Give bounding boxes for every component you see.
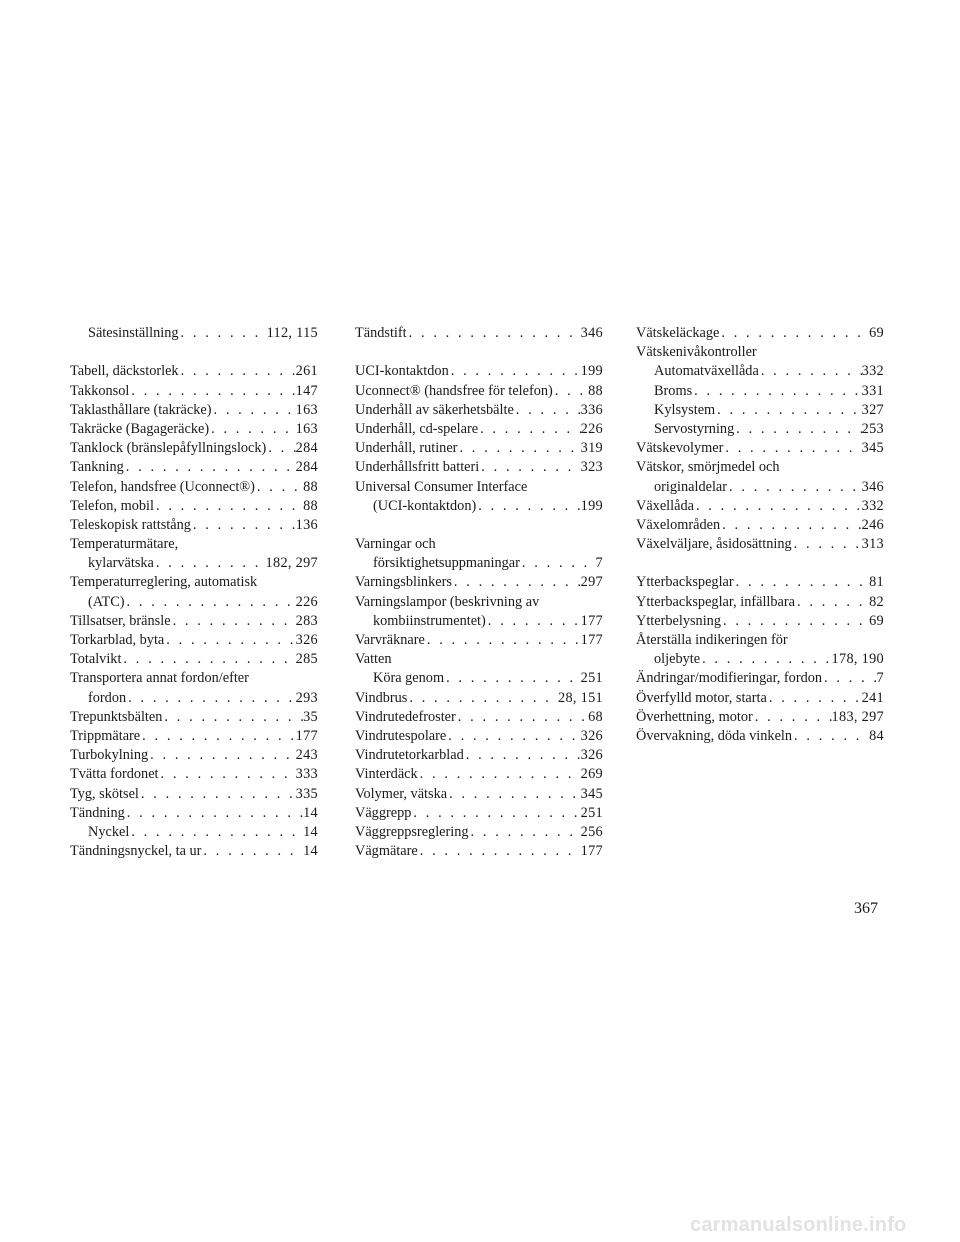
index-entry [70, 554, 318, 573]
index-entry [355, 689, 603, 708]
index-page-ref[interactable]: 84 [869, 727, 884, 744]
dot-leader [469, 823, 581, 842]
dot-leader [457, 439, 580, 458]
index-entry [636, 382, 884, 401]
index-term: Överhettning, motor [636, 708, 753, 725]
dot-leader [753, 708, 832, 727]
index-entry [355, 382, 603, 401]
index-term: Tändningsnyckel, ta ur [70, 843, 202, 860]
index-entry [70, 669, 318, 688]
index-term: (ATC) [88, 593, 125, 610]
index-term: Ytterbackspeglar [636, 574, 734, 591]
index-term: Vindrutespolare [355, 727, 447, 744]
index-page-ref[interactable]: 256 [580, 823, 603, 840]
dot-leader [411, 804, 580, 823]
index-entry [355, 842, 603, 861]
index-page-ref[interactable]: 326 [580, 727, 603, 744]
index-page-ref[interactable]: 346 [861, 478, 884, 495]
dot-leader [700, 650, 831, 669]
index-term: Takkonsol [70, 382, 130, 399]
index-term: Vätskevolymer [636, 440, 724, 457]
index-term: Tankning [70, 459, 124, 476]
index-entry [636, 343, 884, 362]
index-term: Underhållsfritt batteri [355, 459, 480, 476]
index-term: Varningsblinkers [355, 574, 452, 591]
index-term: Väggrepp [355, 804, 412, 821]
index-page-ref[interactable]: 284 [295, 440, 318, 457]
index-term: Vätskor, smörjmedel och [636, 459, 780, 476]
index-column-1 [70, 324, 318, 861]
index-entry [636, 650, 884, 669]
index-entry [70, 535, 318, 554]
index-term: Ändringar/modifieringar, fordon [636, 670, 823, 687]
index-term: fordon [88, 689, 127, 706]
index-term: Sätesinställning [88, 325, 179, 341]
index-entry [355, 612, 603, 631]
dot-leader [456, 708, 588, 727]
index-entry [355, 554, 603, 573]
index-term: Tanklock (bränslepåfyllningslock) [70, 440, 267, 457]
dot-leader [734, 420, 861, 439]
dot-leader [721, 612, 869, 631]
dot-leader [795, 593, 869, 612]
index-term: Trepunktsbälten [70, 708, 163, 725]
index-term: Ytterbelysning [636, 612, 721, 629]
index-page-ref[interactable]: 183, 297 [831, 708, 884, 725]
index-term: Vägmätare [355, 843, 418, 860]
index-page-ref[interactable]: 14 [303, 823, 318, 840]
index-term: Universal Consumer Interface [355, 478, 528, 495]
dot-leader [478, 420, 581, 439]
index-entry [355, 439, 603, 458]
dot-leader [211, 401, 295, 420]
index-page-ref[interactable]: 88 [303, 497, 318, 514]
index-page-ref[interactable]: 7 [876, 670, 884, 687]
index-page-ref[interactable]: 336 [580, 401, 603, 418]
index-term: Växelväljare, åsidosättning [636, 536, 792, 553]
index-term: Kylsystem [654, 401, 716, 418]
index-entry [355, 324, 603, 343]
index-page-ref[interactable]: 88 [588, 382, 603, 399]
index-entry [70, 842, 318, 861]
index-term: Totalvikt [70, 651, 122, 668]
index-term: originaldelar [654, 478, 728, 495]
index-entry [70, 746, 318, 765]
dot-leader [209, 420, 296, 439]
index-term: Vinterdäck [355, 766, 418, 783]
index-entry [355, 823, 603, 842]
index-entry [70, 631, 318, 650]
dot-leader [125, 593, 296, 612]
index-term: Automatväxellåda [654, 363, 759, 380]
index-term: Underhåll, rutiner [355, 440, 458, 457]
index-term: Taklasthållare (takräcke) [70, 401, 212, 418]
dot-leader [486, 612, 581, 631]
index-page-ref[interactable]: 346 [580, 325, 603, 341]
index-entry [636, 478, 884, 497]
index-entry [70, 765, 318, 784]
index-entry [355, 593, 603, 612]
index-entry [70, 439, 318, 458]
index-term: Transportera annat fordon/efter [70, 670, 249, 687]
index-page-ref[interactable]: 313 [861, 536, 884, 553]
dot-leader [125, 804, 303, 823]
dot-leader [140, 727, 295, 746]
dot-leader [171, 612, 296, 631]
index-entry [70, 823, 318, 842]
index-page-ref[interactable]: 335 [295, 785, 318, 802]
index-page-ref[interactable]: 182, 297 [265, 555, 318, 572]
index-entry [70, 727, 318, 746]
index-page-ref[interactable]: 326 [580, 747, 603, 764]
index-page-ref[interactable]: 14 [303, 804, 318, 821]
index-page-ref[interactable]: 323 [580, 459, 603, 476]
index-term: Uconnect® (handsfree för telefon) [355, 382, 553, 399]
index-page-ref[interactable]: 14 [303, 843, 318, 860]
index-entry [70, 382, 318, 401]
index-entry [70, 401, 318, 420]
index-entry [70, 478, 318, 497]
index-page-ref[interactable]: 136 [295, 516, 318, 533]
index-term: Tvätta fordonet [70, 766, 159, 783]
index-term: Överfylld motor, starta [636, 689, 767, 706]
index-page-ref[interactable]: 163 [295, 401, 318, 418]
index-entry [70, 362, 318, 381]
dot-leader [719, 324, 869, 343]
dot-leader [444, 669, 581, 688]
index-entry [355, 727, 603, 746]
index-page-ref[interactable]: 243 [295, 747, 318, 764]
index-page-ref[interactable]: 226 [295, 593, 318, 610]
index-page-ref[interactable]: 251 [580, 670, 603, 687]
dot-leader [126, 689, 296, 708]
dot-leader [191, 516, 296, 535]
index-entry [355, 573, 603, 592]
index-page-ref[interactable]: 327 [861, 401, 884, 418]
dot-leader [720, 516, 861, 535]
index-term: Växelområden [636, 516, 721, 533]
index-entry [70, 708, 318, 727]
dot-leader [715, 401, 861, 420]
index-entry [355, 708, 603, 727]
index-term: Väggreppsreglering [355, 823, 469, 840]
index-entry [636, 458, 884, 477]
index-entry [355, 804, 603, 823]
index-entry [70, 689, 318, 708]
index-page-ref[interactable]: 332 [861, 363, 884, 380]
index-entry [636, 689, 884, 708]
index-entry [636, 420, 884, 439]
dot-leader [452, 573, 581, 592]
index-page-ref[interactable]: 147 [295, 382, 318, 399]
dot-leader [822, 669, 877, 688]
index-page-ref[interactable]: 345 [580, 785, 603, 802]
index-page-ref[interactable]: 345 [861, 440, 884, 457]
index-page-ref[interactable]: 253 [861, 420, 884, 437]
index-entry [636, 727, 884, 746]
index-page-ref[interactable]: 332 [861, 497, 884, 514]
dot-leader [124, 458, 296, 477]
dot-leader [476, 497, 580, 516]
dot-leader [255, 478, 303, 497]
index-entry [70, 593, 318, 612]
index-page-ref[interactable]: 269 [580, 766, 603, 783]
dot-leader [407, 689, 558, 708]
index-entry [70, 497, 318, 516]
index-page-ref[interactable]: 285 [295, 651, 318, 668]
index-entry [355, 669, 603, 688]
index-page-ref[interactable]: 177 [580, 843, 603, 860]
index-entry [70, 420, 318, 439]
index-entry [355, 497, 603, 516]
index-entry [70, 785, 318, 804]
index-term: Takräcke (Bagageräcke) [70, 420, 210, 437]
index-term: Vindrutedefroster [355, 708, 456, 725]
index-page-ref[interactable]: 331 [861, 382, 884, 399]
dot-leader [759, 362, 862, 381]
dot-leader [179, 324, 267, 343]
index-term: Tändning [70, 804, 125, 821]
index-entry [70, 573, 318, 592]
index-entry [636, 401, 884, 420]
index-term: Växellåda [636, 497, 694, 514]
dot-leader [121, 650, 295, 669]
dot-leader [479, 458, 580, 477]
dot-leader [514, 401, 581, 420]
dot-leader [164, 631, 295, 650]
index-page-ref[interactable]: 251 [580, 804, 603, 821]
index-entry [355, 478, 603, 497]
index-entry [636, 593, 884, 612]
index-term: Köra genom [373, 670, 445, 687]
index-term: Vätskenivåkontroller [636, 344, 757, 361]
index-page-ref[interactable]: 326 [295, 632, 318, 648]
index-term: Underhåll, cd-spelare [355, 420, 479, 437]
index-term: Varningslampor (beskrivning av [355, 593, 540, 610]
dot-leader [129, 382, 295, 401]
index-term: Teleskopisk rattstång [70, 516, 191, 533]
dot-leader [154, 554, 266, 573]
index-entry [355, 362, 603, 381]
index-entry [355, 631, 603, 650]
index-page-ref[interactable]: 177 [580, 632, 603, 648]
index-term: oljebyte [654, 651, 701, 668]
index-term: Varvräknare [355, 632, 425, 648]
index-entry [636, 535, 884, 554]
dot-leader [418, 842, 581, 861]
index-term: Temperaturreglering, automatisk [70, 574, 258, 591]
dot-leader [418, 765, 581, 784]
dot-leader [767, 689, 862, 708]
index-term: (UCI-kontaktdon) [373, 497, 477, 514]
index-page-ref[interactable]: 241 [861, 689, 884, 706]
dot-leader [129, 823, 303, 842]
index-page-ref[interactable]: 35 [303, 708, 318, 725]
index-entry [70, 650, 318, 669]
index-page-ref[interactable]: 199 [580, 497, 603, 514]
index-term: Trippmätare [70, 727, 141, 744]
index-entry [355, 401, 603, 420]
index-term: Tabell, däckstorlek [70, 363, 179, 380]
index-term: Vindrutetorkarblad [355, 747, 464, 764]
index-entry [636, 631, 884, 650]
index-term: Tillsatser, bränsle [70, 612, 171, 629]
index-page-ref[interactable]: 163 [295, 420, 318, 437]
index-term: Nyckel [88, 823, 130, 840]
index-entry [636, 516, 884, 535]
index-page-ref[interactable]: 88 [303, 478, 318, 495]
dot-leader [179, 362, 296, 381]
dot-leader [154, 497, 303, 516]
index-term: försiktighetsuppmaningar [373, 555, 520, 572]
index-entry [70, 324, 318, 343]
index-term: Övervakning, döda vinkeln [636, 727, 793, 744]
index-term: kylarvätska [88, 555, 154, 572]
index-term: Tändstift [355, 325, 407, 341]
index-page-ref[interactable]: 297 [580, 574, 603, 591]
index-entry [636, 497, 884, 516]
index-term: Varningar och [355, 536, 436, 553]
index-page-ref[interactable]: 112, 115 [266, 325, 318, 341]
index-page-ref[interactable]: 177 [295, 727, 318, 744]
index-entry [70, 516, 318, 535]
index-page-ref[interactable]: 178, 190 [831, 651, 884, 668]
index-entry [636, 362, 884, 381]
index-term: Telefon, mobil [70, 497, 154, 514]
index-term: Ytterbackspeglar, infällbara [636, 593, 795, 610]
dot-leader [694, 497, 862, 516]
dot-leader [792, 727, 869, 746]
index-term: UCI-kontaktdon [355, 363, 449, 380]
index-page-ref[interactable]: 69 [869, 612, 884, 629]
index-term: Telefon, handsfree (Uconnect®) [70, 478, 255, 495]
dot-leader [266, 439, 295, 458]
index-page-ref[interactable]: 226 [580, 420, 603, 437]
index-entry [355, 458, 603, 477]
index-term: Turbokylning [70, 747, 149, 764]
index-term: Vindbrus [355, 689, 408, 706]
dot-leader [162, 708, 303, 727]
index-term: Temperaturmätare, [70, 536, 179, 553]
index-entry [636, 324, 884, 343]
dot-leader [446, 727, 580, 746]
dot-leader [407, 324, 581, 343]
index-term: Volymer, vätska [355, 785, 448, 802]
index-entry [355, 746, 603, 765]
index-entry [636, 612, 884, 631]
page-number: 367 [854, 900, 878, 917]
index-term: kombiinstrumentet) [373, 612, 486, 629]
index-page-ref[interactable]: 283 [295, 612, 318, 629]
index-entry [355, 650, 603, 669]
index-entry [636, 708, 884, 727]
dot-leader [553, 382, 588, 401]
index-term: Vatten [355, 651, 392, 668]
dot-leader [727, 478, 862, 497]
index-entry [355, 420, 603, 439]
index-page-ref[interactable]: 69 [869, 325, 884, 341]
dot-leader [425, 631, 581, 650]
index-column-2 [355, 324, 603, 861]
dot-leader [520, 554, 596, 573]
index-page-ref[interactable]: 261 [295, 363, 318, 380]
index-term: Återställa indikeringen för [636, 632, 788, 648]
dot-leader [447, 785, 581, 804]
index-page-ref[interactable]: 246 [861, 516, 884, 533]
index-page-ref[interactable]: 81 [869, 574, 884, 591]
index-entry [70, 804, 318, 823]
index-term: Torkarblad, byta [70, 632, 165, 648]
dot-leader [734, 573, 869, 592]
dot-leader [159, 765, 296, 784]
index-entry [355, 785, 603, 804]
dot-leader [792, 535, 862, 554]
dot-leader [449, 362, 581, 381]
index-column-3 [636, 324, 884, 746]
index-term: Vätskeläckage [636, 325, 720, 341]
index-page-ref[interactable]: 199 [580, 363, 603, 380]
dot-leader [464, 746, 581, 765]
index-page-ref[interactable]: 333 [295, 766, 318, 783]
index-page-ref[interactable]: 82 [869, 593, 884, 610]
index-term: Tyg, skötsel [70, 785, 139, 802]
dot-leader [723, 439, 861, 458]
index-term: Underhåll av säkerhetsbälte [355, 401, 514, 418]
index-page-ref[interactable]: 7 [595, 555, 603, 572]
index-entry [636, 439, 884, 458]
index-page-ref[interactable]: 177 [580, 612, 603, 629]
index-term: Broms [654, 382, 693, 399]
index-page-ref[interactable]: 28, 151 [558, 689, 603, 706]
dot-leader [201, 842, 303, 861]
index-entry [70, 612, 318, 631]
index-entry [636, 573, 884, 592]
index-entry [70, 458, 318, 477]
index-page-ref[interactable]: 319 [580, 440, 603, 457]
index-term: Servostyrning [654, 420, 735, 437]
index-page-ref[interactable]: 293 [295, 689, 318, 706]
dot-leader [139, 785, 296, 804]
dot-leader [692, 382, 862, 401]
index-entry [636, 669, 884, 688]
index-entry [355, 535, 603, 554]
dot-leader [148, 746, 296, 765]
index-page-ref[interactable]: 284 [295, 459, 318, 476]
watermark-text: carmanualsonline.info [690, 1214, 907, 1236]
index-page-ref[interactable]: 68 [588, 708, 603, 725]
index-entry [355, 765, 603, 784]
